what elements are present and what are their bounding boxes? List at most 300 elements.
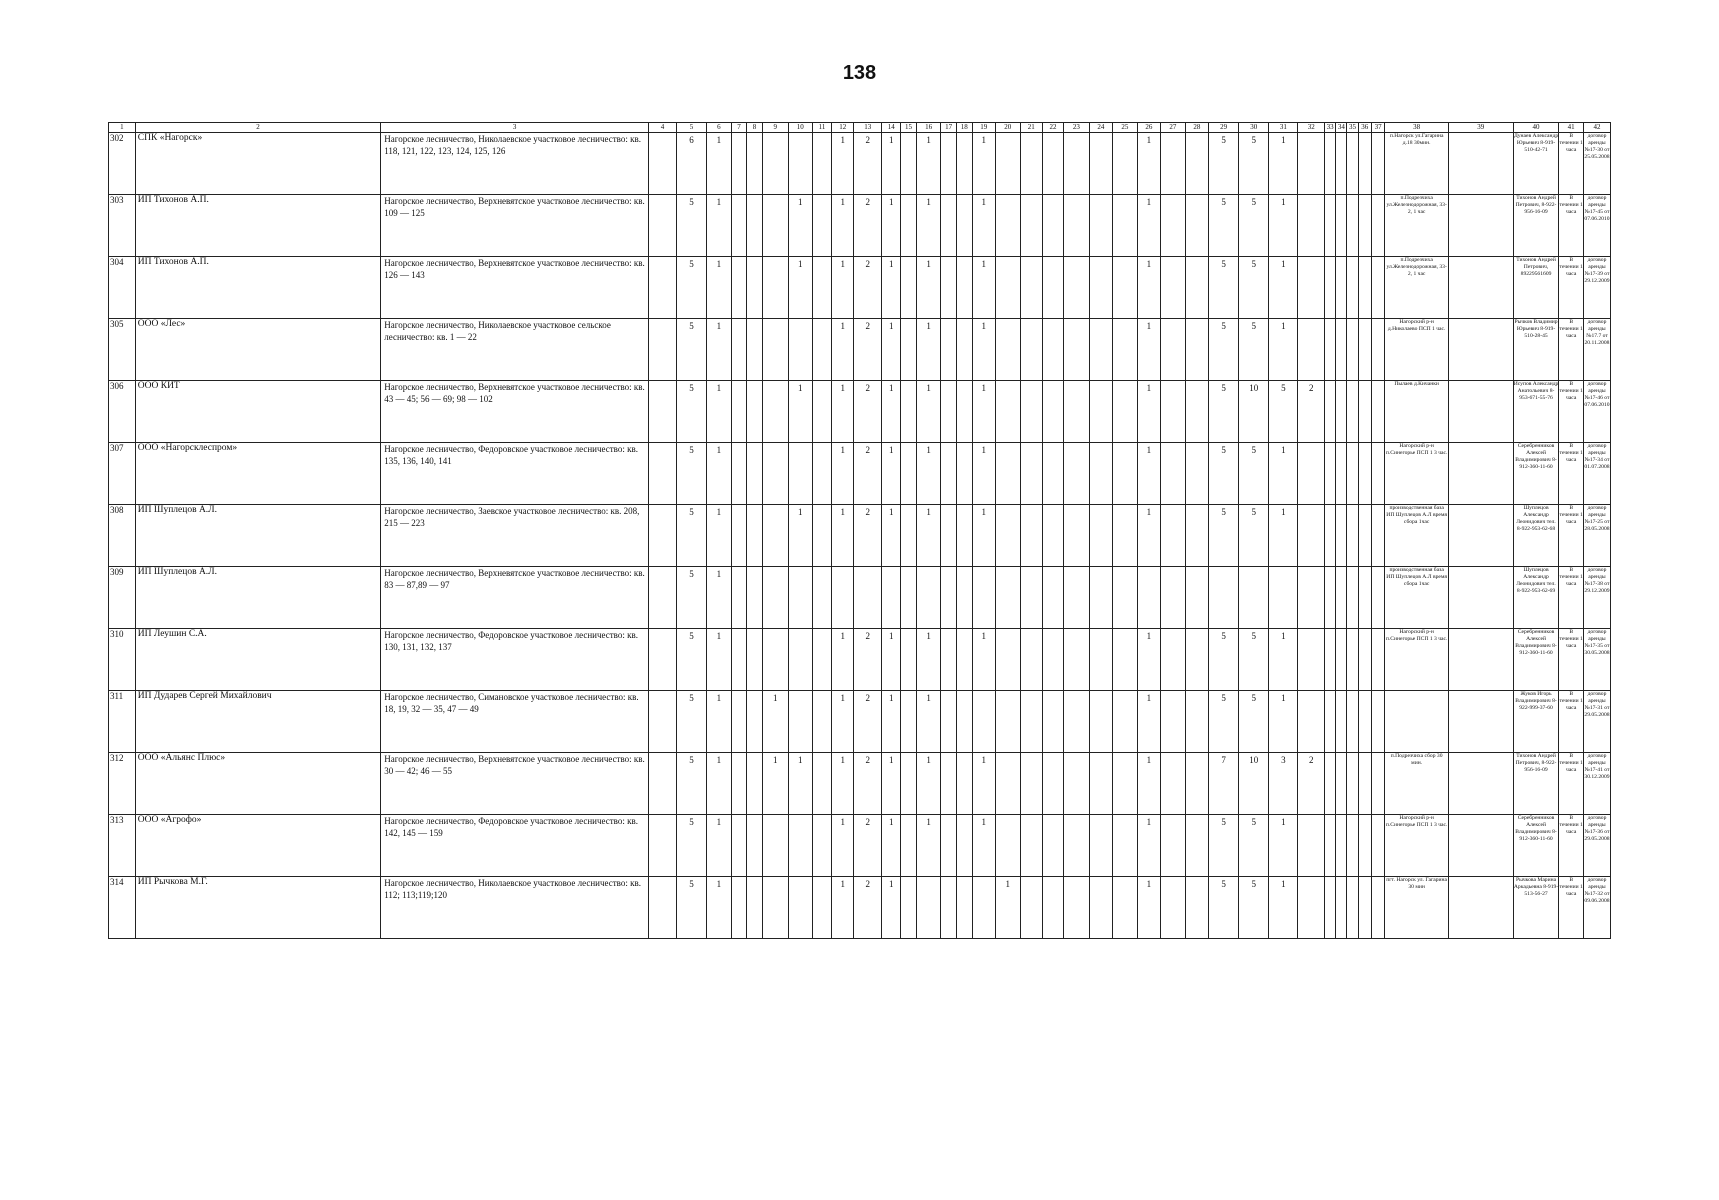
cell-col-27 — [1161, 815, 1186, 877]
cell-col-36 — [1358, 133, 1371, 195]
cell-col-30: 5 — [1239, 133, 1269, 195]
cell-col-13: 2 — [854, 443, 882, 505]
cell-col-25 — [1113, 877, 1138, 939]
cell-col-39 — [1448, 381, 1513, 443]
cell-col-20 — [996, 319, 1021, 381]
response-time: В течении 1 часа — [1559, 629, 1584, 691]
cell-col-19: 1 — [972, 195, 995, 257]
cell-col-13: 2 — [854, 753, 882, 815]
cell-col-27 — [1161, 257, 1186, 319]
cell-col-17 — [941, 505, 957, 567]
cell-col-16: 1 — [916, 381, 941, 443]
lease-agreement: договор аренды №17-45 от 07.06.2010 — [1583, 195, 1610, 257]
forestry-location: Нагорское лесничество, Верхневятское участковое лесничество: кв. 43 — 45; 56 — 69; 98 — 102 — [381, 381, 649, 443]
organization-name: ООО КИТ — [135, 381, 380, 443]
cell-col-30: 5 — [1239, 877, 1269, 939]
cell-col-36 — [1358, 381, 1371, 443]
cell-col-30: 5 — [1239, 319, 1269, 381]
column-number-17: 17 — [941, 123, 957, 133]
lease-agreement: договор аренды №17.7 от 20.11.2008 — [1583, 319, 1610, 381]
cell-col-35 — [1347, 567, 1358, 629]
cell-col-35 — [1347, 381, 1358, 443]
cell-col-4 — [649, 319, 677, 381]
row-number: 307 — [109, 443, 136, 505]
forestry-location: Нагорское лесничество, Николаевское участковое сельское лесничество: кв. 1 — 22 — [381, 319, 649, 381]
cell-col-32 — [1298, 629, 1325, 691]
cell-col-27 — [1161, 877, 1186, 939]
cell-col-14: 1 — [882, 629, 901, 691]
cell-col-18 — [956, 753, 972, 815]
cell-col-6: 1 — [707, 505, 732, 567]
cell-col-20 — [996, 691, 1021, 753]
cell-col-35 — [1347, 815, 1358, 877]
cell-col-37 — [1371, 629, 1384, 691]
cell-col-36 — [1358, 319, 1371, 381]
response-time: В течении 1 часа — [1559, 257, 1584, 319]
cell-col-34 — [1336, 505, 1347, 567]
cell-col-34 — [1336, 133, 1347, 195]
cell-col-32 — [1298, 319, 1325, 381]
responsible-person: Тихонов Андрей Петрович, 8-922-956-16-09 — [1513, 195, 1559, 257]
column-number-5: 5 — [676, 123, 706, 133]
row-number: 310 — [109, 629, 136, 691]
cell-col-8 — [747, 753, 763, 815]
organization-name: ИП Шуплецов А.Л. — [135, 567, 380, 629]
cell-col-35 — [1347, 443, 1358, 505]
cell-col-28 — [1185, 195, 1208, 257]
forestry-location: Нагорское лесничество, Верхневятское участковое лесничество: кв. 83 — 87,89 — 97 — [381, 567, 649, 629]
cell-col-29: 5 — [1209, 133, 1239, 195]
cell-col-7 — [731, 319, 747, 381]
cell-col-13 — [854, 567, 882, 629]
cell-col-33 — [1325, 381, 1336, 443]
cell-col-6: 1 — [707, 815, 732, 877]
cell-col-8 — [747, 381, 763, 443]
cell-col-29: 5 — [1209, 505, 1239, 567]
column-number-31: 31 — [1269, 123, 1298, 133]
cell-col-24 — [1089, 691, 1112, 753]
column-number-18: 18 — [956, 123, 972, 133]
cell-col-17 — [941, 629, 957, 691]
cell-col-4 — [649, 133, 677, 195]
cell-col-23 — [1064, 133, 1090, 195]
cell-col-16: 1 — [916, 133, 941, 195]
cell-col-24 — [1089, 629, 1112, 691]
cell-col-33 — [1325, 443, 1336, 505]
cell-col-8 — [747, 815, 763, 877]
forestry-location: Нагорское лесничество, Федоровское участковое лесничество: кв. 142, 145 — 159 — [381, 815, 649, 877]
cell-col-19 — [972, 691, 995, 753]
cell-col-6: 1 — [707, 877, 732, 939]
table-row — [109, 195, 1611, 257]
cell-col-13: 2 — [854, 319, 882, 381]
cell-col-9 — [762, 505, 788, 567]
cell-col-19 — [972, 567, 995, 629]
cell-col-21 — [1020, 133, 1042, 195]
cell-col-22 — [1042, 629, 1063, 691]
cell-col-25 — [1113, 381, 1138, 443]
cell-col-4 — [649, 691, 677, 753]
cell-col-10 — [788, 691, 813, 753]
cell-col-14: 1 — [882, 133, 901, 195]
cell-col-5: 5 — [676, 877, 706, 939]
column-number-38: 38 — [1385, 123, 1449, 133]
cell-col-21 — [1020, 319, 1042, 381]
cell-col-23 — [1064, 195, 1090, 257]
cell-col-32 — [1298, 877, 1325, 939]
cell-col-23 — [1064, 257, 1090, 319]
cell-col-4 — [649, 629, 677, 691]
cell-col-20 — [996, 133, 1021, 195]
column-number-7: 7 — [731, 123, 747, 133]
cell-col-26: 1 — [1137, 505, 1160, 567]
cell-col-25 — [1113, 505, 1138, 567]
cell-col-27 — [1161, 443, 1186, 505]
cell-col-35 — [1347, 257, 1358, 319]
cell-col-10: 1 — [788, 505, 813, 567]
table-row — [109, 381, 1611, 443]
cell-col-13: 2 — [854, 629, 882, 691]
column-number-13: 13 — [854, 123, 882, 133]
cell-col-33 — [1325, 133, 1336, 195]
cell-col-5: 5 — [676, 691, 706, 753]
responsible-person: Тихонов Андрей Петрович, 8-922-956-16-09 — [1513, 753, 1559, 815]
responsible-person: Рычкова Марина Аркадьевна 8-919-513-56-27 — [1513, 877, 1559, 939]
cell-col-22 — [1042, 691, 1063, 753]
cell-col-27 — [1161, 567, 1186, 629]
organization-name: ИП Рычкова М.Г. — [135, 877, 380, 939]
cell-col-31: 1 — [1269, 319, 1298, 381]
cell-col-21 — [1020, 505, 1042, 567]
cell-col-9 — [762, 815, 788, 877]
column-number-33: 33 — [1325, 123, 1336, 133]
forestry-location: Нагорское лесничество, Федоровское участковое лесничество: кв. 130, 131, 132, 137 — [381, 629, 649, 691]
cell-col-17 — [941, 195, 957, 257]
cell-col-26: 1 — [1137, 753, 1160, 815]
table-row — [109, 133, 1611, 195]
cell-col-29: 5 — [1209, 629, 1239, 691]
cell-col-7 — [731, 753, 747, 815]
cell-col-14: 1 — [882, 691, 901, 753]
cell-col-12: 1 — [832, 815, 854, 877]
cell-col-30: 5 — [1239, 257, 1269, 319]
cell-col-20 — [996, 443, 1021, 505]
cell-col-39 — [1448, 133, 1513, 195]
organization-name: ООО «Нагорсклеспром» — [135, 443, 380, 505]
cell-col-31: 1 — [1269, 257, 1298, 319]
cell-col-15 — [901, 691, 917, 753]
cell-col-6: 1 — [707, 133, 732, 195]
cell-col-31: 1 — [1269, 815, 1298, 877]
table-row — [109, 691, 1611, 753]
cell-col-15 — [901, 443, 917, 505]
cell-col-15 — [901, 629, 917, 691]
cell-col-30: 5 — [1239, 629, 1269, 691]
lease-agreement: договор аренды №17-30 от 25.05.2008 — [1583, 133, 1610, 195]
response-time: В течении 1 часа — [1559, 443, 1584, 505]
responsible-person: Рычков Владимир Юрьевич 8-919-510-28-45 — [1513, 319, 1559, 381]
register-table — [108, 122, 1611, 939]
cell-col-5: 5 — [676, 381, 706, 443]
cell-col-33 — [1325, 257, 1336, 319]
cell-col-18 — [956, 195, 972, 257]
cell-col-7 — [731, 195, 747, 257]
cell-col-28 — [1185, 629, 1208, 691]
column-number-3: 3 — [381, 123, 649, 133]
lease-agreement: договор аренды №17-34 от 01.07.2008 — [1583, 443, 1610, 505]
cell-col-16: 1 — [916, 691, 941, 753]
cell-col-8 — [747, 319, 763, 381]
cell-col-18 — [956, 319, 972, 381]
organization-name: ИП Тихонов А.П. — [135, 195, 380, 257]
response-time: В течении 1 часа — [1559, 381, 1584, 443]
cell-col-19: 1 — [972, 753, 995, 815]
cell-col-15 — [901, 505, 917, 567]
cell-col-20 — [996, 753, 1021, 815]
cell-col-25 — [1113, 133, 1138, 195]
table-row — [109, 443, 1611, 505]
cell-col-17 — [941, 691, 957, 753]
cell-col-24 — [1089, 753, 1112, 815]
cell-col-35 — [1347, 691, 1358, 753]
cell-col-15 — [901, 195, 917, 257]
cell-col-10: 1 — [788, 753, 813, 815]
cell-col-28 — [1185, 319, 1208, 381]
cell-col-33 — [1325, 691, 1336, 753]
cell-col-12: 1 — [832, 753, 854, 815]
cell-col-37 — [1371, 133, 1384, 195]
assembly-point: п.Подрезчиха ул.Железнодорожная, 33-2, 1 час — [1385, 195, 1449, 257]
responsible-person: Шуплецов Александр Леонидович тел. 8-922-953-62-69 — [1513, 567, 1559, 629]
cell-col-22 — [1042, 443, 1063, 505]
cell-col-21 — [1020, 257, 1042, 319]
cell-col-39 — [1448, 195, 1513, 257]
column-number-41: 41 — [1559, 123, 1584, 133]
cell-col-22 — [1042, 133, 1063, 195]
cell-col-4 — [649, 381, 677, 443]
organization-name: ООО «Агрофо» — [135, 815, 380, 877]
cell-col-30: 5 — [1239, 195, 1269, 257]
cell-col-19: 1 — [972, 319, 995, 381]
cell-col-23 — [1064, 443, 1090, 505]
row-number: 314 — [109, 877, 136, 939]
cell-col-26: 1 — [1137, 877, 1160, 939]
cell-col-7 — [731, 257, 747, 319]
organization-name: ООО «Альянс Плюс» — [135, 753, 380, 815]
table-row — [109, 753, 1611, 815]
column-number-21: 21 — [1020, 123, 1042, 133]
cell-col-34 — [1336, 443, 1347, 505]
cell-col-39 — [1448, 815, 1513, 877]
cell-col-24 — [1089, 877, 1112, 939]
cell-col-14: 1 — [882, 381, 901, 443]
cell-col-16: 1 — [916, 195, 941, 257]
cell-col-26: 1 — [1137, 257, 1160, 319]
cell-col-15 — [901, 815, 917, 877]
cell-col-23 — [1064, 567, 1090, 629]
cell-col-21 — [1020, 753, 1042, 815]
cell-col-15 — [901, 133, 917, 195]
column-number-35: 35 — [1347, 123, 1358, 133]
cell-col-34 — [1336, 319, 1347, 381]
cell-col-29: 5 — [1209, 691, 1239, 753]
cell-col-32 — [1298, 257, 1325, 319]
cell-col-10 — [788, 629, 813, 691]
responsible-person: Тихонов Андрей Петрович, 89229561609 — [1513, 257, 1559, 319]
cell-col-15 — [901, 381, 917, 443]
cell-col-29: 5 — [1209, 257, 1239, 319]
cell-col-16: 1 — [916, 319, 941, 381]
row-number: 302 — [109, 133, 136, 195]
cell-col-31 — [1269, 567, 1298, 629]
cell-col-26: 1 — [1137, 319, 1160, 381]
cell-col-35 — [1347, 133, 1358, 195]
cell-col-9 — [762, 133, 788, 195]
cell-col-5: 6 — [676, 133, 706, 195]
cell-col-25 — [1113, 443, 1138, 505]
cell-col-19: 1 — [972, 505, 995, 567]
cell-col-29: 7 — [1209, 753, 1239, 815]
cell-col-7 — [731, 381, 747, 443]
column-number-39: 39 — [1448, 123, 1513, 133]
response-time: В течении 1 часа — [1559, 195, 1584, 257]
cell-col-26: 1 — [1137, 195, 1160, 257]
cell-col-28 — [1185, 505, 1208, 567]
cell-col-17 — [941, 815, 957, 877]
cell-col-16: 1 — [916, 753, 941, 815]
cell-col-20 — [996, 257, 1021, 319]
response-time: В течении 1 часа — [1559, 877, 1584, 939]
cell-col-27 — [1161, 319, 1186, 381]
assembly-point: производственная база ИП Шуплецов А.Л время сбора 1час — [1385, 505, 1449, 567]
cell-col-28 — [1185, 381, 1208, 443]
cell-col-16: 1 — [916, 505, 941, 567]
cell-col-16 — [916, 567, 941, 629]
cell-col-18 — [956, 505, 972, 567]
cell-col-7 — [731, 815, 747, 877]
cell-col-36 — [1358, 629, 1371, 691]
cell-col-15 — [901, 567, 917, 629]
cell-col-7 — [731, 133, 747, 195]
cell-col-29: 5 — [1209, 877, 1239, 939]
cell-col-21 — [1020, 691, 1042, 753]
cell-col-27 — [1161, 381, 1186, 443]
response-time: В течении 1 часа — [1559, 505, 1584, 567]
cell-col-5: 5 — [676, 629, 706, 691]
cell-col-5: 5 — [676, 257, 706, 319]
cell-col-4 — [649, 567, 677, 629]
cell-col-25 — [1113, 195, 1138, 257]
table-row — [109, 877, 1611, 939]
cell-col-35 — [1347, 629, 1358, 691]
cell-col-22 — [1042, 753, 1063, 815]
cell-col-25 — [1113, 319, 1138, 381]
cell-col-14: 1 — [882, 815, 901, 877]
assembly-point: пгт. Нагорск ул. Гагарина 30 мин — [1385, 877, 1449, 939]
cell-col-34 — [1336, 257, 1347, 319]
cell-col-14 — [882, 567, 901, 629]
cell-col-17 — [941, 567, 957, 629]
cell-col-27 — [1161, 753, 1186, 815]
cell-col-34 — [1336, 753, 1347, 815]
column-number-8: 8 — [747, 123, 763, 133]
forestry-location: Нагорское лесничество, Заевское участковое лесничество: кв. 208, 215 — 223 — [381, 505, 649, 567]
cell-col-6: 1 — [707, 195, 732, 257]
cell-col-4 — [649, 443, 677, 505]
cell-col-28 — [1185, 133, 1208, 195]
cell-col-6: 1 — [707, 567, 732, 629]
row-number: 304 — [109, 257, 136, 319]
cell-col-34 — [1336, 691, 1347, 753]
cell-col-30: 5 — [1239, 815, 1269, 877]
cell-col-36 — [1358, 815, 1371, 877]
cell-col-30 — [1239, 567, 1269, 629]
column-number-28: 28 — [1185, 123, 1208, 133]
cell-col-10 — [788, 815, 813, 877]
organization-name: ООО «Лес» — [135, 319, 380, 381]
cell-col-11 — [813, 567, 832, 629]
column-number-2: 2 — [135, 123, 380, 133]
cell-col-16: 1 — [916, 257, 941, 319]
cell-col-12: 1 — [832, 257, 854, 319]
column-number-15: 15 — [901, 123, 917, 133]
column-number-27: 27 — [1161, 123, 1186, 133]
cell-col-11 — [813, 691, 832, 753]
cell-col-11 — [813, 257, 832, 319]
cell-col-13: 2 — [854, 257, 882, 319]
cell-col-18 — [956, 629, 972, 691]
cell-col-32 — [1298, 443, 1325, 505]
cell-col-39 — [1448, 629, 1513, 691]
cell-col-39 — [1448, 257, 1513, 319]
cell-col-11 — [813, 629, 832, 691]
cell-col-32 — [1298, 691, 1325, 753]
cell-col-6: 1 — [707, 629, 732, 691]
cell-col-4 — [649, 877, 677, 939]
cell-col-14: 1 — [882, 877, 901, 939]
cell-col-20: 1 — [996, 877, 1021, 939]
cell-col-12: 1 — [832, 691, 854, 753]
cell-col-20 — [996, 505, 1021, 567]
column-number-25: 25 — [1113, 123, 1138, 133]
cell-col-34 — [1336, 629, 1347, 691]
cell-col-16 — [916, 877, 941, 939]
cell-col-7 — [731, 567, 747, 629]
cell-col-25 — [1113, 257, 1138, 319]
cell-col-15 — [901, 877, 917, 939]
cell-col-6: 1 — [707, 753, 732, 815]
cell-col-12: 1 — [832, 877, 854, 939]
cell-col-17 — [941, 381, 957, 443]
cell-col-10 — [788, 877, 813, 939]
cell-col-9 — [762, 257, 788, 319]
cell-col-37 — [1371, 877, 1384, 939]
cell-col-22 — [1042, 381, 1063, 443]
cell-col-18 — [956, 133, 972, 195]
cell-col-39 — [1448, 505, 1513, 567]
responsible-person: Исупов Александр Анатольевич 8-953-671-55-76 — [1513, 381, 1559, 443]
response-time: В течении 1 часа — [1559, 753, 1584, 815]
cell-col-13: 2 — [854, 505, 882, 567]
column-number-34: 34 — [1336, 123, 1347, 133]
cell-col-23 — [1064, 629, 1090, 691]
cell-col-37 — [1371, 505, 1384, 567]
column-number-16: 16 — [916, 123, 941, 133]
cell-col-13: 2 — [854, 133, 882, 195]
cell-col-26: 1 — [1137, 815, 1160, 877]
cell-col-37 — [1371, 443, 1384, 505]
cell-col-34 — [1336, 877, 1347, 939]
